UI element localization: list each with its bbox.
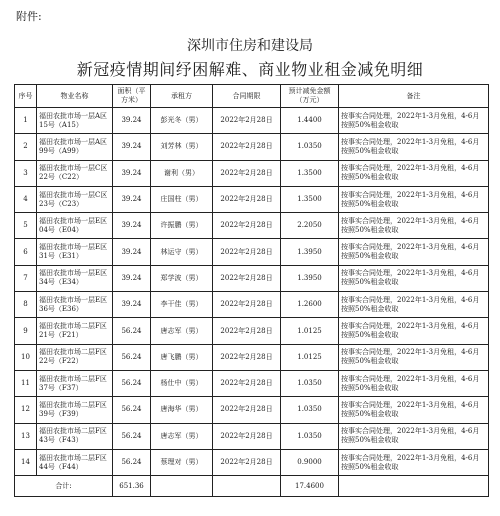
cell-property: 福田农批市场二层F区44号（F44） <box>37 449 113 475</box>
cell-remark: 按事实合同处理，2022年1-3月免租，4-6月按照50%租金收取 <box>339 344 489 370</box>
cell-contract: 2022年2月28日 <box>213 344 281 370</box>
table-header-row <box>15 85 489 108</box>
cell-contract: 2022年2月28日 <box>213 239 281 265</box>
cell-area: 56.24 <box>113 449 151 475</box>
cell-reduction: 1.3500 <box>281 186 339 212</box>
cell-seq: 11 <box>15 370 37 396</box>
cell-seq: 9 <box>15 318 37 344</box>
cell-contract: 2022年2月28日 <box>213 160 281 186</box>
cell-tenant: 杨仕中（男） <box>151 370 213 396</box>
cell-property: 福田农批市场一层E区36号（E36） <box>37 292 113 318</box>
cell-tenant: 蔡理对（男） <box>151 449 213 475</box>
cell-reduction: 1.0350 <box>281 397 339 423</box>
cell-tenant: 唐志军（男） <box>151 423 213 449</box>
cell-tenant: 李干佳（男） <box>151 292 213 318</box>
table-body <box>15 108 489 476</box>
cell-seq: 4 <box>15 186 37 212</box>
cell-seq: 12 <box>15 397 37 423</box>
total-contract-empty <box>213 476 281 497</box>
cell-reduction: 2.2050 <box>281 213 339 239</box>
cell-contract: 2022年2月28日 <box>213 318 281 344</box>
cell-property: 福田农批市场一层A区15号（A15） <box>37 108 113 134</box>
table-row <box>15 213 489 239</box>
cell-area: 56.24 <box>113 370 151 396</box>
cell-remark: 按事实合同处理，2022年1-3月免租，4-6月按照50%租金收取 <box>339 108 489 134</box>
cell-contract: 2022年2月28日 <box>213 397 281 423</box>
cell-property: 福田农批市场二层F区39号（F39） <box>37 397 113 423</box>
cell-remark: 按事实合同处理，2022年1-3月免租，4-6月按照50%租金收取 <box>339 397 489 423</box>
cell-contract: 2022年2月28日 <box>213 370 281 396</box>
cell-seq: 1 <box>15 108 37 134</box>
cell-area: 39.24 <box>113 186 151 212</box>
cell-remark: 按事实合同处理，2022年1-3月免租，4-6月按照50%租金收取 <box>339 160 489 186</box>
cell-remark: 按事实合同处理，2022年1-3月免租，4-6月按照50%租金收取 <box>339 239 489 265</box>
cell-reduction: 1.3950 <box>281 239 339 265</box>
cell-property: 福田农批市场二层F区37号（F37） <box>37 370 113 396</box>
cell-seq: 13 <box>15 423 37 449</box>
cell-area: 39.24 <box>113 108 151 134</box>
cell-contract: 2022年2月28日 <box>213 108 281 134</box>
cell-reduction: 1.0350 <box>281 134 339 160</box>
table-row <box>15 134 489 160</box>
cell-area: 39.24 <box>113 160 151 186</box>
cell-reduction: 1.0125 <box>281 318 339 344</box>
table-row <box>15 449 489 475</box>
cell-remark: 按事实合同处理，2022年1-3月免租，4-6月按照50%租金收取 <box>339 292 489 318</box>
cell-property: 福田农批市场一层A区99号（A99） <box>37 134 113 160</box>
cell-remark: 按事实合同处理，2022年1-3月免租，4-6月按照50%租金收取 <box>339 186 489 212</box>
cell-area: 39.24 <box>113 292 151 318</box>
cell-tenant: 许振鹏（男） <box>151 213 213 239</box>
cell-contract: 2022年2月28日 <box>213 186 281 212</box>
cell-area: 56.24 <box>113 423 151 449</box>
cell-remark: 按事实合同处理，2022年1-3月免租，4-6月按照50%租金收取 <box>339 370 489 396</box>
cell-seq: 5 <box>15 213 37 239</box>
table-row <box>15 397 489 423</box>
total-remark-empty <box>339 476 489 497</box>
cell-seq: 7 <box>15 265 37 291</box>
table-row <box>15 318 489 344</box>
cell-property: 福田农批市场一层E区34号（E34） <box>37 265 113 291</box>
cell-seq: 2 <box>15 134 37 160</box>
cell-contract: 2022年2月28日 <box>213 265 281 291</box>
cell-reduction: 1.0350 <box>281 423 339 449</box>
cell-reduction: 1.0125 <box>281 344 339 370</box>
cell-seq: 3 <box>15 160 37 186</box>
cell-property: 福田农批市场一层C区22号（C22） <box>37 160 113 186</box>
total-tenant-empty <box>151 476 213 497</box>
cell-tenant: 谢利（男） <box>151 160 213 186</box>
total-row <box>15 476 489 497</box>
header-area: 面积（平方米） <box>113 85 151 108</box>
cell-tenant: 庄国柱（男） <box>151 186 213 212</box>
cell-remark: 按事实合同处理，2022年1-3月免租，4-6月按照50%租金收取 <box>339 318 489 344</box>
cell-contract: 2022年2月28日 <box>213 213 281 239</box>
cell-tenant: 郑学波（男） <box>151 265 213 291</box>
table-row <box>15 344 489 370</box>
cell-contract: 2022年2月28日 <box>213 292 281 318</box>
total-reduction: 17.4600 <box>281 476 339 497</box>
table-row <box>15 292 489 318</box>
cell-seq: 14 <box>15 449 37 475</box>
cell-remark: 按事实合同处理，2022年1-3月免租，4-6月按照50%租金收取 <box>339 134 489 160</box>
rent-reduction-table <box>14 84 489 497</box>
cell-reduction: 1.3950 <box>281 265 339 291</box>
cell-reduction: 1.2600 <box>281 292 339 318</box>
table-row <box>15 370 489 396</box>
cell-property: 福田农批市场二层F区21号（F21） <box>37 318 113 344</box>
cell-property: 福田农批市场一层E区04号（E04） <box>37 213 113 239</box>
header-remark: 备注 <box>339 85 489 108</box>
cell-contract: 2022年2月28日 <box>213 449 281 475</box>
attachment-label: 附件: <box>16 10 42 23</box>
cell-tenant: 唐志军（男） <box>151 318 213 344</box>
cell-remark: 按事实合同处理，2022年1-3月免租，4-6月按照50%租金收取 <box>339 213 489 239</box>
cell-tenant: 唐海华（男） <box>151 397 213 423</box>
cell-contract: 2022年2月28日 <box>213 134 281 160</box>
total-label: 合计: <box>15 476 113 497</box>
header-reduction: 预计减免金额（万元） <box>281 85 339 108</box>
cell-area: 39.24 <box>113 265 151 291</box>
total-area: 651.36 <box>113 476 151 497</box>
cell-seq: 8 <box>15 292 37 318</box>
table-row <box>15 186 489 212</box>
cell-reduction: 1.4400 <box>281 108 339 134</box>
document-title: 新冠疫情期间纾困解难、商业物业租金减免明细 <box>76 60 424 79</box>
cell-area: 56.24 <box>113 344 151 370</box>
table-row <box>15 239 489 265</box>
cell-remark: 按事实合同处理，2022年1-3月免租，4-6月按照50%租金收取 <box>339 449 489 475</box>
cell-area: 39.24 <box>113 213 151 239</box>
header-seq: 序号 <box>15 85 37 108</box>
cell-property: 福田农批市场二层F区22号（F22） <box>37 344 113 370</box>
cell-property: 福田农批市场二层F区43号（F43） <box>37 423 113 449</box>
cell-seq: 6 <box>15 239 37 265</box>
cell-property: 福田农批市场一层E区31号（E31） <box>37 239 113 265</box>
cell-tenant: 唐飞鹏（男） <box>151 344 213 370</box>
cell-reduction: 1.0350 <box>281 370 339 396</box>
cell-area: 39.24 <box>113 134 151 160</box>
table-row <box>15 108 489 134</box>
cell-area: 56.24 <box>113 397 151 423</box>
cell-seq: 10 <box>15 344 37 370</box>
cell-remark: 按事实合同处理，2022年1-3月免租，4-6月按照50%租金收取 <box>339 265 489 291</box>
cell-tenant: 林运守（男） <box>151 239 213 265</box>
cell-tenant: 彭光冬（男） <box>151 108 213 134</box>
cell-area: 56.24 <box>113 318 151 344</box>
header-property: 物业名称 <box>37 85 113 108</box>
cell-tenant: 刘芳林（男） <box>151 134 213 160</box>
table-row <box>15 160 489 186</box>
table-row <box>15 265 489 291</box>
cell-remark: 按事实合同处理，2022年1-3月免租，4-6月按照50%租金收取 <box>339 423 489 449</box>
cell-reduction: 1.3500 <box>281 160 339 186</box>
cell-contract: 2022年2月28日 <box>213 423 281 449</box>
header-contract: 合同期限 <box>213 85 281 108</box>
cell-property: 福田农批市场一层C区23号（C23） <box>37 186 113 212</box>
org-name: 深圳市住房和建设局 <box>187 38 313 54</box>
cell-reduction: 0.9000 <box>281 449 339 475</box>
cell-area: 39.24 <box>113 239 151 265</box>
header-tenant: 承租方 <box>151 85 213 108</box>
table-row <box>15 423 489 449</box>
